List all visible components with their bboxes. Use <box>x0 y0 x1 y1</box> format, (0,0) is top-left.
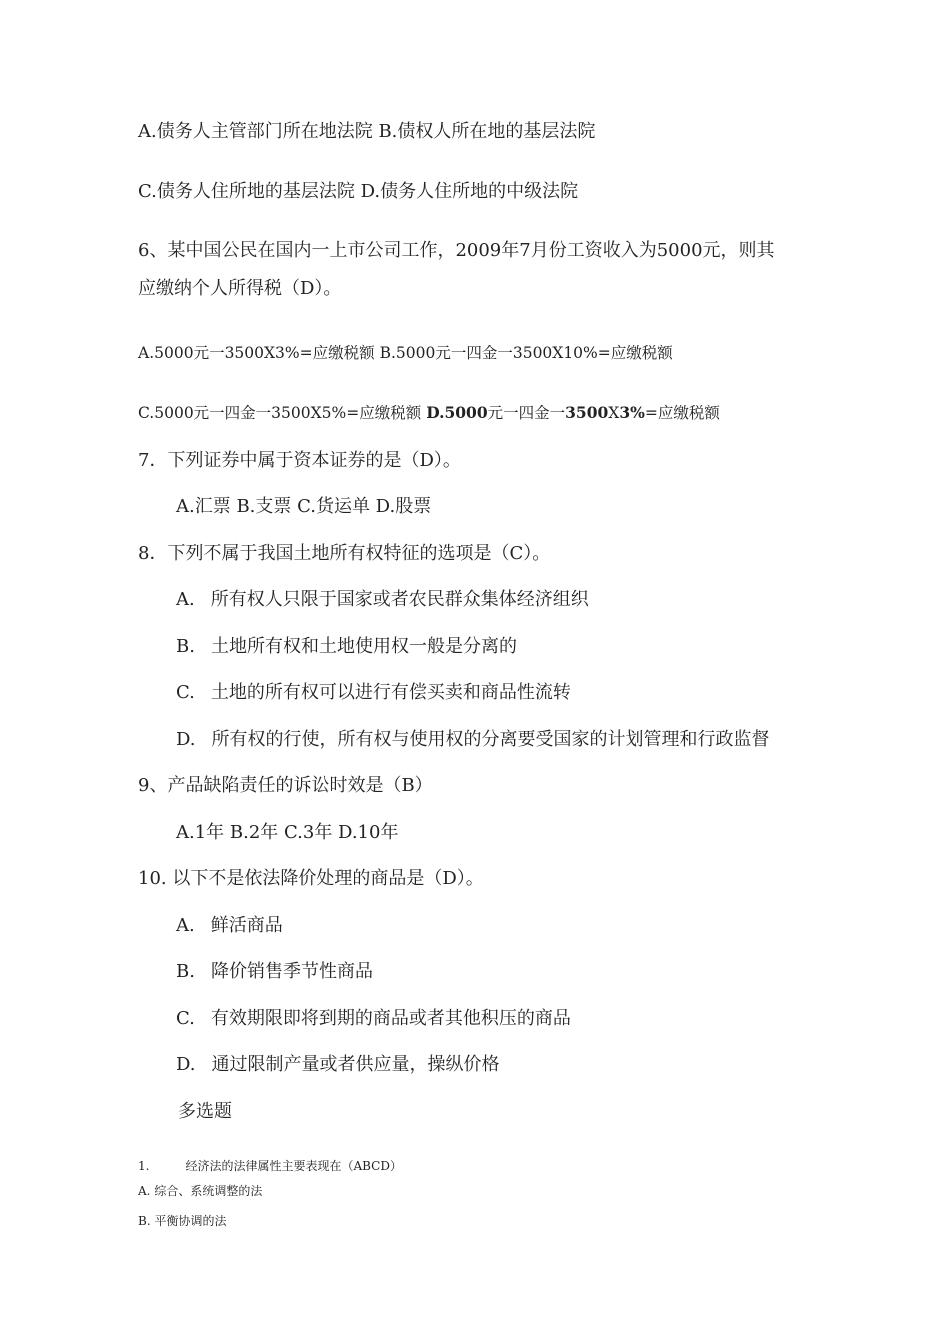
q8-option-b-text: 土地所有权和土地使用权一般是分离的 <box>210 636 517 657</box>
q10-option-b-letter: B. <box>176 961 195 982</box>
q8-option-d-text: 所有权的行使，所有权与使用权的分离要受国家的计划管理和行政监督 <box>211 729 770 750</box>
q10-option-a-text: 鲜活商品 <box>210 915 283 936</box>
q7-options: A.汇票 B.支票 C.货运单 D.股票 <box>176 496 432 517</box>
q8-option-a-letter: A. <box>176 589 195 610</box>
mq1-option-a-letter: A. <box>138 1184 151 1198</box>
q8-option-d <box>176 725 770 751</box>
q7-stem: 7．下列证券中属于资本证券的是（D）。 <box>138 450 461 471</box>
q10-option-d-text: 通过限制产量或者供应量，操纵价格 <box>211 1054 500 1075</box>
q6-option-d-times: X <box>608 404 620 422</box>
q6-option-c: C.5000元一四金一3500X5%=应缴税额 <box>138 404 422 422</box>
q10-option-b <box>176 957 373 983</box>
q9-options: A.1年 B.2年 C.3年 D.10年 <box>176 822 399 843</box>
q10-option-c-text: 有效期限即将到期的商品或者其他积压的商品 <box>210 1008 571 1029</box>
q6-options-line-2 <box>138 401 720 423</box>
q10-option-c-letter: C. <box>176 1008 195 1029</box>
q6-option-d-number: 3500 <box>565 403 609 422</box>
q8-option-c-letter: C. <box>176 682 195 703</box>
q8-option-a <box>176 585 589 611</box>
mq1-option-a <box>138 1182 262 1199</box>
q10-option-d <box>176 1050 500 1076</box>
q6-option-b: B.5000元一四金一3500X10%=应缴税额 <box>379 344 673 362</box>
q10-option-a <box>176 911 283 937</box>
q9-stem: 9、产品缺陷责任的诉讼时效是（B） <box>138 775 433 796</box>
q6-option-d-rate: 3% <box>619 403 645 422</box>
q10-option-d-letter: D. <box>176 1054 196 1075</box>
q6-option-d-text-2: =应缴税额 <box>644 404 720 422</box>
q8-option-c <box>176 678 571 704</box>
mq1-option-b-letter: B. <box>138 1214 151 1228</box>
q8-option-a-text: 所有权人只限于国家或者农民群众集体经济组织 <box>210 589 589 610</box>
mq1-stem-line <box>138 1157 402 1174</box>
q8-option-b <box>176 632 517 658</box>
mq1-option-b <box>138 1212 226 1229</box>
mq1-number: 1. <box>138 1159 150 1173</box>
q6-stem-line-2: 应缴纳个人所得税（D）。 <box>138 278 342 299</box>
q6-option-d-label: D.5000 <box>426 403 488 422</box>
q8-option-d-letter: D. <box>176 729 196 750</box>
q10-option-a-letter: A. <box>176 915 195 936</box>
q10-stem: 10. 以下不是依法降价处理的商品是（D）。 <box>138 868 484 889</box>
mq1-option-a-text: 综合、系统调整的法 <box>154 1184 263 1198</box>
q5-options-line-2: C.债务人住所地的基层法院 D.债务人住所地的中级法院 <box>138 181 579 202</box>
q8-option-b-letter: B. <box>176 636 195 657</box>
q6-stem-line-1: 6、某中国公民在国内一上市公司工作，2009年7月份工资收入为5000元，则其 <box>138 240 775 261</box>
q8-option-c-text: 土地的所有权可以进行有偿买卖和商品性流转 <box>210 682 571 703</box>
q10-option-c <box>176 1004 571 1030</box>
q6-options-line-1 <box>138 341 673 363</box>
q5-options-line-1: A.债务人主管部门所在地法院 B.债权人所在地的基层法院 <box>138 121 596 142</box>
q10-option-b-text: 降价销售季节性商品 <box>210 961 373 982</box>
q6-option-d-text-1: 元一四金一 <box>487 404 566 422</box>
mq1-option-b-text: 平衡协调的法 <box>154 1214 227 1228</box>
q6-option-a: A.5000元一3500X3%=应缴税额 <box>138 344 375 362</box>
q8-stem: 8．下列不属于我国土地所有权特征的选项是（C）。 <box>138 543 551 564</box>
mq1-stem: 经济法的法律属性主要表现在（ABCD） <box>185 1159 402 1173</box>
section-heading: 多选题 <box>178 1101 232 1122</box>
